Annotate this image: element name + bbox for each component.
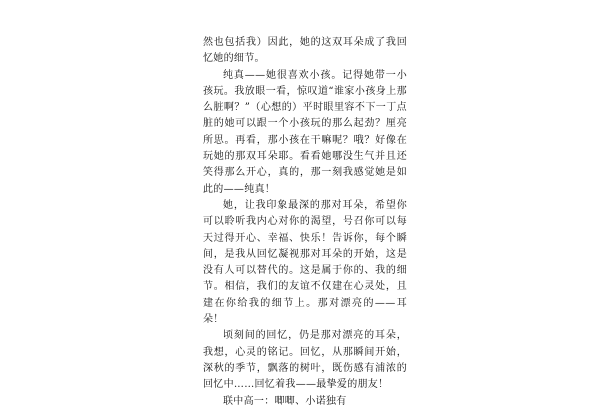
paragraph-4: 顷刻间的回忆，仍是那对漂亮的耳朵，我想，心灵的铭记。回忆，从那瞬间开始，深秋的季节，飘落的树叶，既伤感有浦浓的回忆中……回忆着我——最挚爱的朋友！ <box>203 330 407 391</box>
text-column <box>203 35 407 410</box>
paragraph-3: 她，让我印象最深的那对耳朵，希望你可以聆听我内心对你的渴望，号召你可以每天过得开心、幸福、快乐！告诉你，每个瞬间，是我从回忆凝视那对耳朵的开始，这是没有人可以替代的。这是属于你的、我的细节。相信，我们的友谊不仅建在心灵处，且建在你给我的细节上。那对漂亮的——耳朵！ <box>203 199 407 326</box>
paragraph-signature: 联中高一：唧唧、小诺独有 <box>223 395 347 407</box>
paragraph-2: 纯真——她很喜欢小孩。记得她带一小孩玩。我放眼一看，惊叹道“谁家小孩身上那么脏啊？”（心想的）平时眼里容不下一丁点脏的她可以跟一个小孩玩的那么起劲？厘亮所思。再看，那小孩在干嘛呢？哦？好像在玩她的那双耳朵耶。看看她哪没生气并且还笑得那么开心，真的，那一刻我感觉她是如此的——纯真！ <box>203 69 407 195</box>
paragraph-1: 然也包括我）因此，她的这双耳朵成了我回忆她的细节。 <box>203 37 407 65</box>
